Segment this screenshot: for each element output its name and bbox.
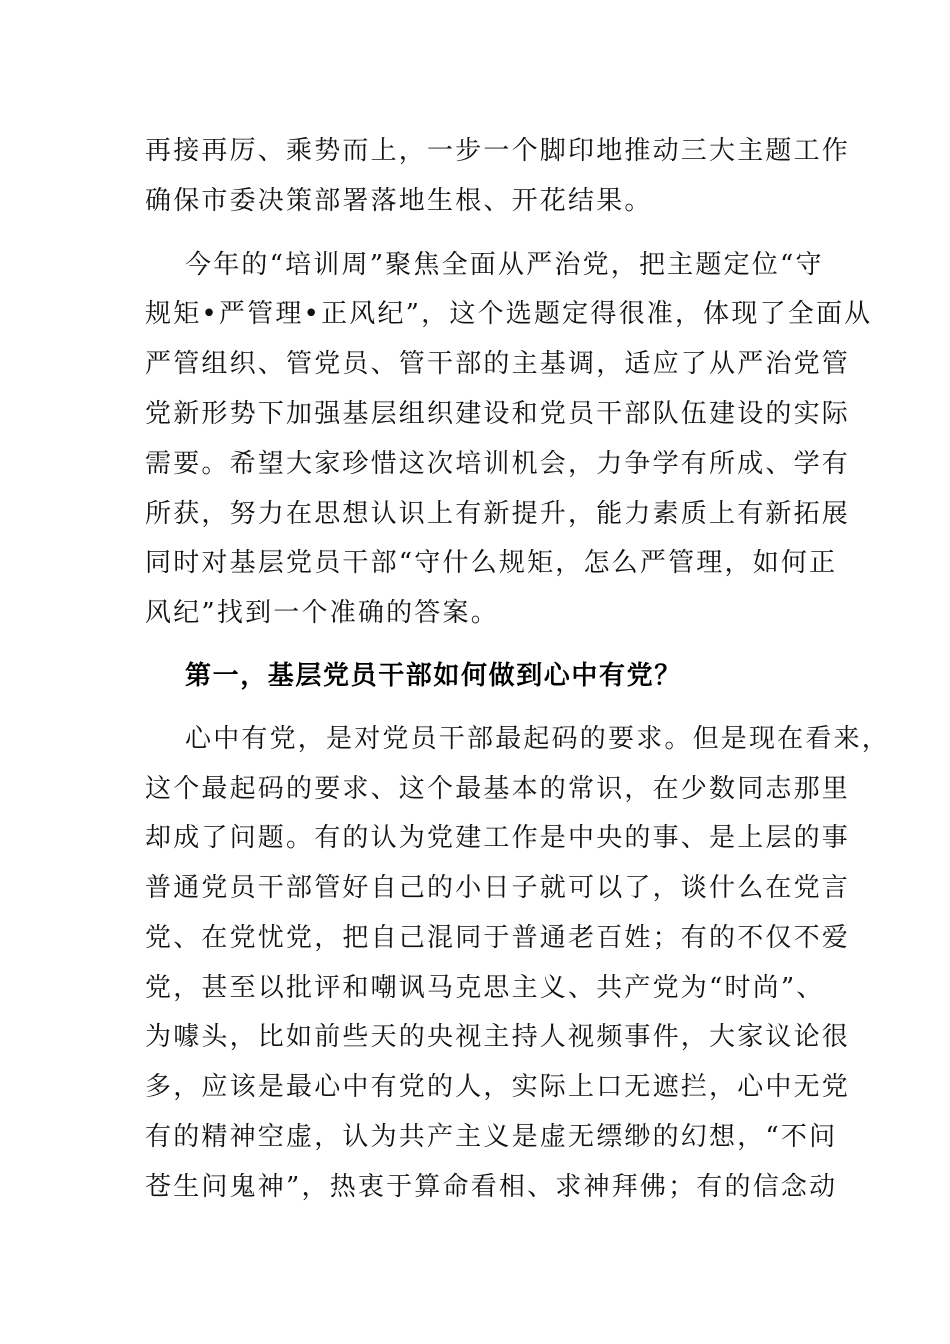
paragraph-line: 有的精神空虚，认为共产主义是虚无缥缈的幻想，“不问 <box>145 1122 838 1152</box>
paragraph-line: 却成了问题。有的认为党建工作是中央的事、是上层的事 <box>145 823 851 853</box>
paragraph-line: 这个最起码的要求、这个最基本的常识，在少数同志那里 <box>145 774 851 804</box>
section-heading: 第一，基层党员干部如何做到心中有党？ <box>185 661 682 691</box>
paragraph-line: 多，应该是最心中有党的人，实际上口无遮拦，心中无党 <box>145 1072 851 1102</box>
paragraph-line: 党，甚至以批评和嘲讽马克思主义、共产党为“时尚”、 <box>145 973 825 1003</box>
paragraph-line: 今年的“培训周”聚焦全面从严治党，把主题定位“守 <box>185 250 824 280</box>
paragraph-line: 为噱头，比如前些天的央视主持人视频事件，大家议论很 <box>145 1022 851 1052</box>
continuation-line: 确保市委决策部署落地生根、开花结果。 <box>145 186 653 216</box>
paragraph-line: 风纪”找到一个准确的答案。 <box>145 598 499 628</box>
paragraph-line: 普通党员干部管好自己的小日子就可以了，谈什么在党言 <box>145 873 851 903</box>
paragraph-line: 苍生问鬼神”，热衷于算命看相、求神拜佛；有的信念动 <box>145 1172 838 1202</box>
paragraph-line: 心中有党，是对党员干部最起码的要求。但是现在看来， <box>185 724 891 754</box>
paragraph-line: 同时对基层党员干部“守什么规矩，怎么严管理，如何正 <box>145 548 838 578</box>
paragraph-line: 党、在党忧党，把自己混同于普通老百姓；有的不仅不爱 <box>145 923 851 953</box>
continuation-line: 再接再厉、乘势而上，一步一个脚印地推动三大主题工作 <box>145 136 851 166</box>
paragraph-line: 规矩•严管理•正风纪”，这个选题定得很准，体现了全面从 <box>145 299 873 329</box>
paragraph-line: 需要。希望大家珍惜这次培训机会，力争学有所成、学有 <box>145 449 851 479</box>
paragraph-line: 严管组织、管党员、管干部的主基调，适应了从严治党管 <box>145 349 851 379</box>
paragraph-line: 党新形势下加强基层组织建设和党员干部队伍建设的实际 <box>145 399 851 429</box>
paragraph-line: 所获，努力在思想认识上有新提升，能力素质上有新拓展 <box>145 499 851 529</box>
